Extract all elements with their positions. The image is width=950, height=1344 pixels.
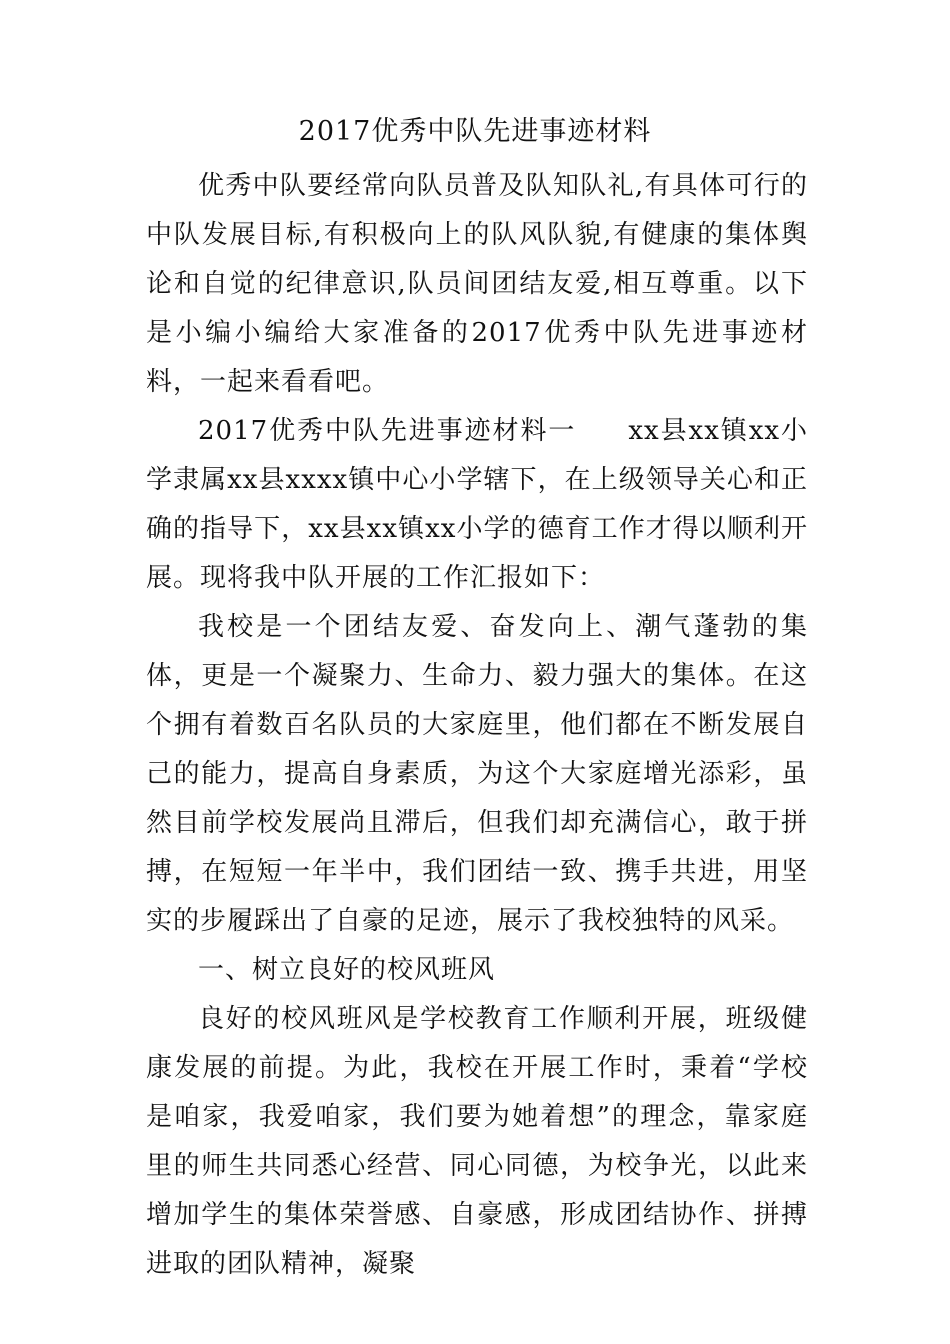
school-paragraph: 我校是一个团结友爱、奋发向上、潮气蓬勃的集体，更是一个凝聚力、生命力、毅力强大的集体。在这个拥有着数百名队员的大家庭里，他们都在不断发展自己的能力，提高自身素质，为这个大家庭增光添彩，虽然目前学校发展尚且滞后，但我们却充满信心，敢于拼搏，在短短一年半中，我们团结一致、携手共进，用坚实的步履踩出了自豪的足迹，展示了我校独特的风采。 [146, 612, 808, 936]
section-heading-1: 一、树立良好的校风班风 [198, 955, 496, 985]
document-body [146, 162, 808, 1289]
section-text: xx县xx镇xx小学隶属xx县xxxx镇中心小学辖下，在上级领导关心和正确的指导下，xx县xx镇xx小学的德育工作才得以顺利开展。现将我中队开展的工作汇报如下： [146, 416, 808, 593]
section-paragraph [146, 407, 808, 603]
document-title: 2017优秀中队先进事迹材料 [298, 116, 652, 147]
school-spirit-paragraph: 良好的校风班风是学校教育工作顺利开展，班级健康发展的前提。为此，我校在开展工作时，秉着“学校是咱家，我爱咱家，我们要为她着想”的理念，靠家庭里的师生共同悉心经营、同心同德，为校争光，以此来增加学生的集体荣誉感、自豪感，形成团结协作、拼搏进取的团队精神，凝聚 [146, 1004, 808, 1279]
section-label: 2017优秀中队先进事迹材料一 [198, 416, 577, 446]
intro-paragraph: 优秀中队要经常向队员普及队知队礼,有具体可行的中队发展目标,有积极向上的队风队貌,有健康的集体舆论和自觉的纪律意识,队员间团结友爱,相互尊重。以下是小编小编给大家准备的2017优秀中队先进事迹材料，一起来看看吧。 [146, 171, 808, 397]
